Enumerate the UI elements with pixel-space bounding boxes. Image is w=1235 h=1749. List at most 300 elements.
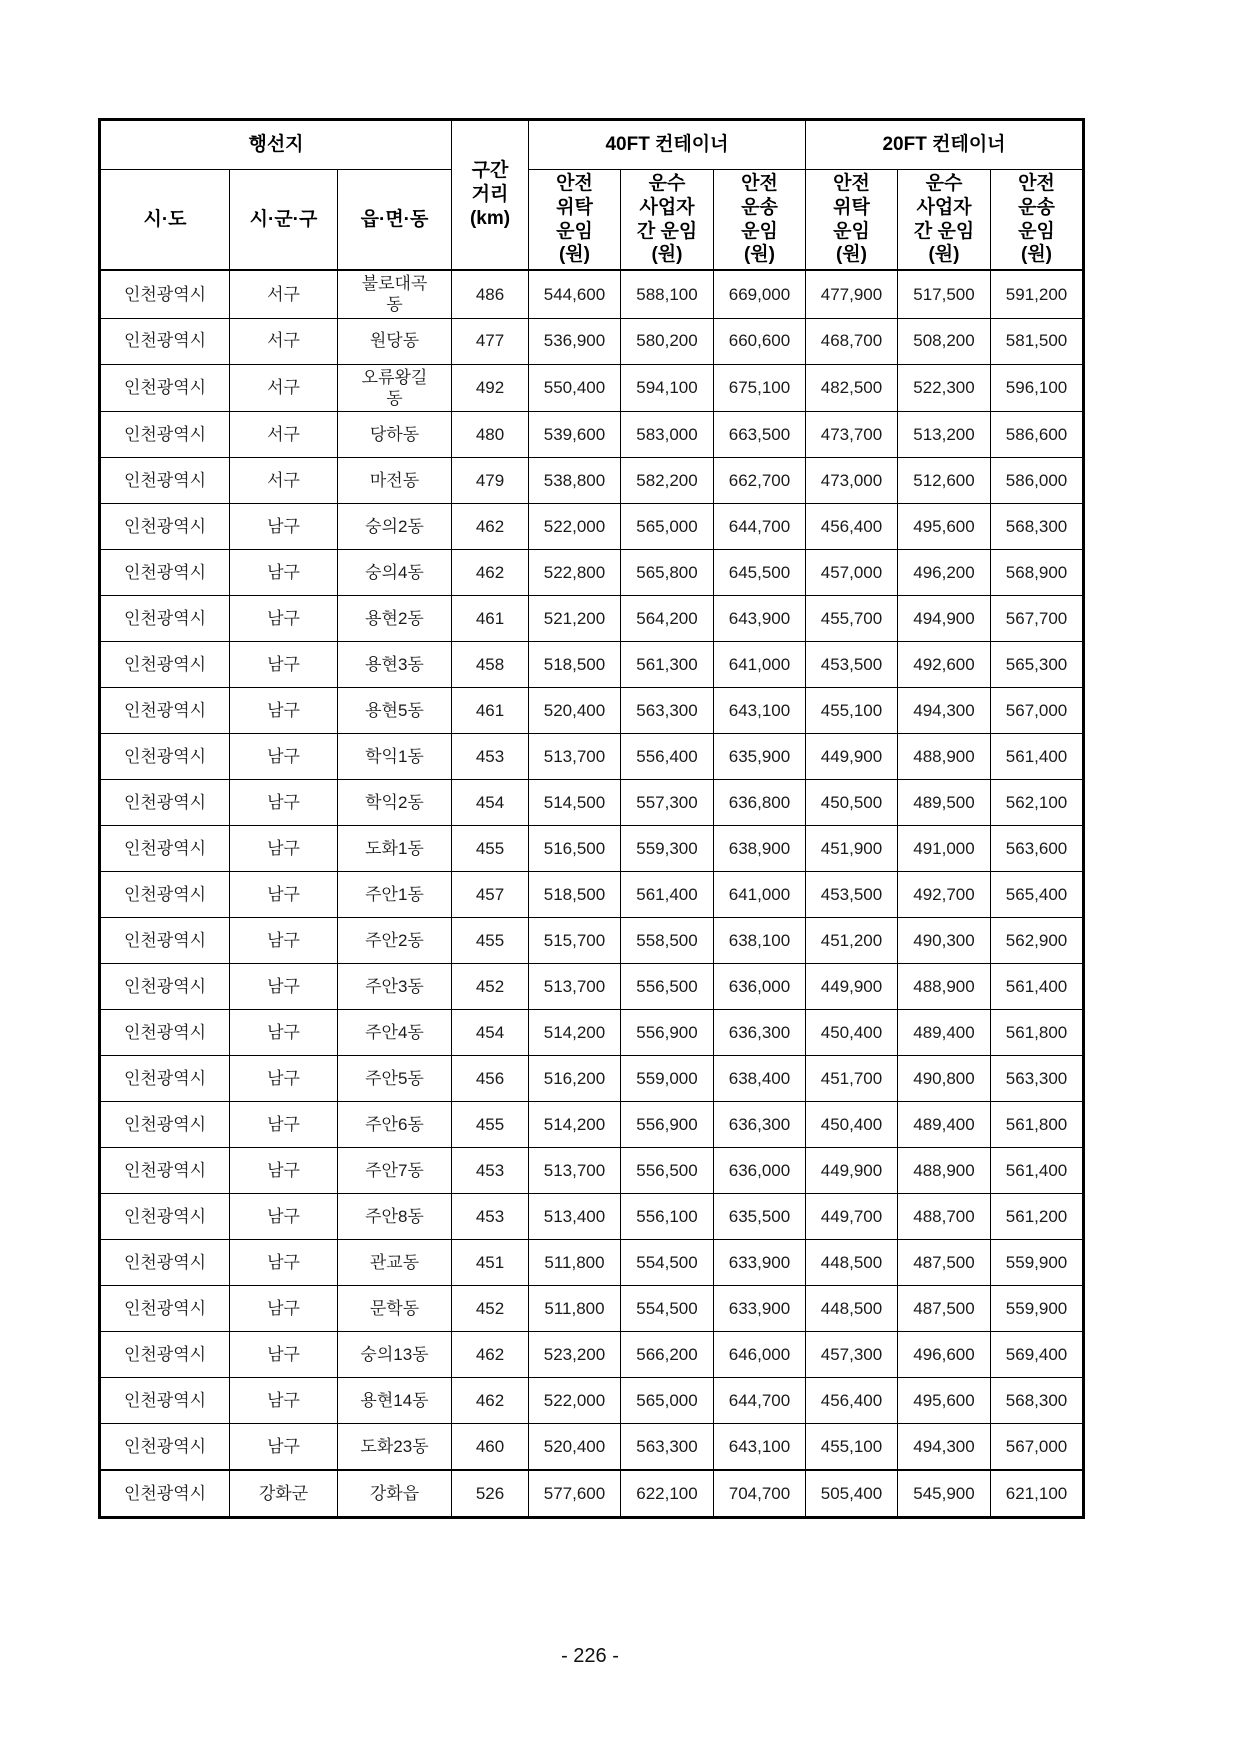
cell-eupmyeondong: 오류왕길 동 (338, 364, 452, 412)
cell-40ft-safe-transport-fare: 635,900 (714, 734, 806, 780)
cell-sido: 인천광역시 (100, 964, 230, 1010)
cell-20ft-safe-transport-fare: 561,400 (991, 734, 1084, 780)
cell-20ft-safe-transport-fare: 562,100 (991, 780, 1084, 826)
table-row (100, 918, 1084, 964)
cell-40ft-inter-carrier-fare: 556,500 (621, 964, 714, 1010)
cell-20ft-inter-carrier-fare: 494,300 (898, 1424, 991, 1471)
cell-distance-km: 455 (452, 918, 529, 964)
cell-sido: 인천광역시 (100, 1424, 230, 1471)
cell-20ft-safe-transport-fare: 586,600 (991, 412, 1084, 458)
cell-20ft-safe-transport-fare: 565,300 (991, 642, 1084, 688)
cell-sigungu: 남구 (230, 780, 338, 826)
cell-distance-km: 461 (452, 596, 529, 642)
cell-20ft-safe-consign-fare: 451,200 (806, 918, 898, 964)
cell-40ft-inter-carrier-fare: 561,300 (621, 642, 714, 688)
cell-20ft-inter-carrier-fare: 488,900 (898, 964, 991, 1010)
cell-distance-km: 454 (452, 1010, 529, 1056)
cell-20ft-safe-transport-fare: 567,000 (991, 1424, 1084, 1471)
cell-40ft-inter-carrier-fare: 556,100 (621, 1194, 714, 1240)
cell-sido: 인천광역시 (100, 1378, 230, 1424)
cell-40ft-safe-transport-fare: 638,100 (714, 918, 806, 964)
fare-table (98, 118, 1085, 1519)
cell-20ft-safe-transport-fare: 561,400 (991, 964, 1084, 1010)
table-row (100, 1240, 1084, 1286)
cell-distance-km: 526 (452, 1470, 529, 1518)
cell-sigungu: 남구 (230, 1378, 338, 1424)
cell-20ft-safe-transport-fare: 581,500 (991, 318, 1084, 364)
cell-40ft-inter-carrier-fare: 565,800 (621, 550, 714, 596)
cell-sido: 인천광역시 (100, 1470, 230, 1518)
cell-sido: 인천광역시 (100, 1102, 230, 1148)
cell-eupmyeondong: 주안3동 (338, 964, 452, 1010)
cell-20ft-safe-consign-fare: 456,400 (806, 504, 898, 550)
cell-40ft-inter-carrier-fare: 563,300 (621, 688, 714, 734)
cell-40ft-safe-transport-fare: 662,700 (714, 458, 806, 504)
cell-sido: 인천광역시 (100, 458, 230, 504)
cell-sigungu: 남구 (230, 504, 338, 550)
cell-20ft-safe-consign-fare: 451,900 (806, 826, 898, 872)
cell-40ft-safe-transport-fare: 635,500 (714, 1194, 806, 1240)
cell-distance-km: 492 (452, 364, 529, 412)
cell-sido: 인천광역시 (100, 318, 230, 364)
cell-sigungu: 남구 (230, 596, 338, 642)
cell-40ft-safe-transport-fare: 644,700 (714, 1378, 806, 1424)
cell-40ft-inter-carrier-fare: 594,100 (621, 364, 714, 412)
header-40ft-safe-transport-fare: 안전 운송 운임 (원) (714, 170, 806, 271)
table-row (100, 1148, 1084, 1194)
cell-20ft-inter-carrier-fare: 487,500 (898, 1240, 991, 1286)
cell-20ft-inter-carrier-fare: 496,600 (898, 1332, 991, 1378)
cell-sigungu: 남구 (230, 688, 338, 734)
page-number: - 226 - (561, 1645, 619, 1667)
cell-eupmyeondong: 주안8동 (338, 1194, 452, 1240)
cell-sido: 인천광역시 (100, 364, 230, 412)
cell-distance-km: 480 (452, 412, 529, 458)
cell-40ft-inter-carrier-fare: 564,200 (621, 596, 714, 642)
cell-sido: 인천광역시 (100, 270, 230, 318)
cell-40ft-inter-carrier-fare: 580,200 (621, 318, 714, 364)
cell-40ft-safe-transport-fare: 660,600 (714, 318, 806, 364)
cell-40ft-inter-carrier-fare: 557,300 (621, 780, 714, 826)
cell-distance-km: 455 (452, 1102, 529, 1148)
cell-40ft-inter-carrier-fare: 556,400 (621, 734, 714, 780)
table-row (100, 412, 1084, 458)
cell-20ft-safe-transport-fare: 596,100 (991, 364, 1084, 412)
cell-sido: 인천광역시 (100, 596, 230, 642)
cell-20ft-safe-consign-fare: 448,500 (806, 1286, 898, 1332)
cell-40ft-safe-consign-fare: 544,600 (529, 270, 621, 318)
cell-40ft-safe-consign-fare: 518,500 (529, 642, 621, 688)
table-body (100, 270, 1084, 1518)
table-row (100, 1470, 1084, 1518)
table-row (100, 318, 1084, 364)
cell-20ft-inter-carrier-fare: 517,500 (898, 270, 991, 318)
cell-eupmyeondong: 강화읍 (338, 1470, 452, 1518)
cell-40ft-safe-transport-fare: 641,000 (714, 872, 806, 918)
cell-20ft-safe-transport-fare: 591,200 (991, 270, 1084, 318)
cell-eupmyeondong: 용현5동 (338, 688, 452, 734)
cell-eupmyeondong: 원당동 (338, 318, 452, 364)
table-row (100, 1286, 1084, 1332)
table-row (100, 872, 1084, 918)
cell-40ft-safe-transport-fare: 638,900 (714, 826, 806, 872)
cell-40ft-safe-consign-fare: 516,500 (529, 826, 621, 872)
cell-distance-km: 452 (452, 964, 529, 1010)
cell-sigungu: 남구 (230, 1424, 338, 1471)
cell-sido: 인천광역시 (100, 642, 230, 688)
cell-40ft-safe-consign-fare: 577,600 (529, 1470, 621, 1518)
cell-eupmyeondong: 숭의2동 (338, 504, 452, 550)
cell-20ft-inter-carrier-fare: 488,700 (898, 1194, 991, 1240)
table-row (100, 1378, 1084, 1424)
cell-20ft-safe-consign-fare: 450,400 (806, 1102, 898, 1148)
cell-20ft-safe-consign-fare: 453,500 (806, 872, 898, 918)
cell-eupmyeondong: 용현14동 (338, 1378, 452, 1424)
cell-40ft-inter-carrier-fare: 558,500 (621, 918, 714, 964)
cell-distance-km: 486 (452, 270, 529, 318)
cell-40ft-inter-carrier-fare: 561,400 (621, 872, 714, 918)
cell-sido: 인천광역시 (100, 918, 230, 964)
table-row (100, 1010, 1084, 1056)
table-row (100, 550, 1084, 596)
cell-sido: 인천광역시 (100, 734, 230, 780)
cell-distance-km: 457 (452, 872, 529, 918)
cell-40ft-safe-consign-fare: 520,400 (529, 1424, 621, 1471)
cell-20ft-safe-consign-fare: 457,300 (806, 1332, 898, 1378)
cell-40ft-safe-consign-fare: 514,200 (529, 1010, 621, 1056)
table-row (100, 642, 1084, 688)
cell-40ft-safe-transport-fare: 645,500 (714, 550, 806, 596)
cell-20ft-safe-consign-fare: 453,500 (806, 642, 898, 688)
cell-40ft-safe-transport-fare: 643,100 (714, 688, 806, 734)
table-row (100, 1056, 1084, 1102)
cell-20ft-safe-consign-fare: 450,500 (806, 780, 898, 826)
cell-20ft-inter-carrier-fare: 512,600 (898, 458, 991, 504)
cell-20ft-safe-transport-fare: 568,300 (991, 504, 1084, 550)
cell-sigungu: 서구 (230, 364, 338, 412)
cell-20ft-inter-carrier-fare: 488,900 (898, 734, 991, 780)
cell-sigungu: 남구 (230, 1332, 338, 1378)
cell-40ft-safe-consign-fare: 520,400 (529, 688, 621, 734)
cell-20ft-inter-carrier-fare: 494,300 (898, 688, 991, 734)
cell-20ft-safe-transport-fare: 568,900 (991, 550, 1084, 596)
cell-eupmyeondong: 도화23동 (338, 1424, 452, 1471)
cell-20ft-safe-consign-fare: 455,100 (806, 1424, 898, 1471)
cell-20ft-safe-consign-fare: 451,700 (806, 1056, 898, 1102)
cell-eupmyeondong: 마전동 (338, 458, 452, 504)
cell-40ft-inter-carrier-fare: 582,200 (621, 458, 714, 504)
cell-20ft-safe-consign-fare: 449,900 (806, 734, 898, 780)
cell-20ft-safe-consign-fare: 455,700 (806, 596, 898, 642)
header-distance-km: 구간 거리 (km) (452, 120, 529, 271)
cell-distance-km: 477 (452, 318, 529, 364)
cell-eupmyeondong: 숭의13동 (338, 1332, 452, 1378)
header-40ft-safe-consign-fare: 안전 위탁 운임 (원) (529, 170, 621, 271)
cell-40ft-safe-transport-fare: 643,900 (714, 596, 806, 642)
cell-distance-km: 455 (452, 826, 529, 872)
cell-sido: 인천광역시 (100, 504, 230, 550)
cell-sido: 인천광역시 (100, 1286, 230, 1332)
cell-40ft-inter-carrier-fare: 565,000 (621, 504, 714, 550)
cell-40ft-safe-transport-fare: 636,000 (714, 964, 806, 1010)
cell-40ft-safe-consign-fare: 518,500 (529, 872, 621, 918)
cell-40ft-safe-consign-fare: 539,600 (529, 412, 621, 458)
cell-sigungu: 남구 (230, 1010, 338, 1056)
cell-sido: 인천광역시 (100, 1148, 230, 1194)
cell-20ft-safe-consign-fare: 457,000 (806, 550, 898, 596)
cell-20ft-inter-carrier-fare: 491,000 (898, 826, 991, 872)
cell-20ft-safe-consign-fare: 449,700 (806, 1194, 898, 1240)
cell-sigungu: 남구 (230, 1286, 338, 1332)
table-row (100, 504, 1084, 550)
cell-eupmyeondong: 불로대곡 동 (338, 270, 452, 318)
cell-sigungu: 서구 (230, 318, 338, 364)
cell-distance-km: 456 (452, 1056, 529, 1102)
cell-20ft-safe-consign-fare: 505,400 (806, 1470, 898, 1518)
cell-distance-km: 462 (452, 1332, 529, 1378)
cell-sigungu: 남구 (230, 872, 338, 918)
cell-sigungu: 남구 (230, 1240, 338, 1286)
cell-sido: 인천광역시 (100, 1056, 230, 1102)
table-row (100, 1102, 1084, 1148)
cell-distance-km: 462 (452, 1378, 529, 1424)
cell-40ft-safe-consign-fare: 514,200 (529, 1102, 621, 1148)
cell-eupmyeondong: 주안7동 (338, 1148, 452, 1194)
cell-40ft-safe-consign-fare: 536,900 (529, 318, 621, 364)
cell-eupmyeondong: 용현2동 (338, 596, 452, 642)
cell-20ft-safe-transport-fare: 621,100 (991, 1470, 1084, 1518)
cell-40ft-inter-carrier-fare: 559,000 (621, 1056, 714, 1102)
cell-20ft-inter-carrier-fare: 492,600 (898, 642, 991, 688)
cell-20ft-inter-carrier-fare: 496,200 (898, 550, 991, 596)
cell-sigungu: 남구 (230, 734, 338, 780)
cell-40ft-inter-carrier-fare: 566,200 (621, 1332, 714, 1378)
table-row (100, 964, 1084, 1010)
cell-20ft-safe-transport-fare: 561,200 (991, 1194, 1084, 1240)
cell-20ft-safe-consign-fare: 455,100 (806, 688, 898, 734)
cell-40ft-inter-carrier-fare: 583,000 (621, 412, 714, 458)
table-header (100, 120, 1084, 271)
cell-eupmyeondong: 문학동 (338, 1286, 452, 1332)
cell-sigungu: 강화군 (230, 1470, 338, 1518)
cell-40ft-safe-consign-fare: 516,200 (529, 1056, 621, 1102)
table-row (100, 364, 1084, 412)
cell-eupmyeondong: 주안1동 (338, 872, 452, 918)
cell-sigungu: 남구 (230, 964, 338, 1010)
cell-40ft-safe-transport-fare: 646,000 (714, 1332, 806, 1378)
cell-20ft-inter-carrier-fare: 490,800 (898, 1056, 991, 1102)
cell-40ft-safe-consign-fare: 515,700 (529, 918, 621, 964)
header-sigungu: 시·군·구 (230, 170, 338, 271)
cell-eupmyeondong: 주안4동 (338, 1010, 452, 1056)
cell-sigungu: 남구 (230, 642, 338, 688)
cell-40ft-safe-transport-fare: 675,100 (714, 364, 806, 412)
cell-20ft-inter-carrier-fare: 489,400 (898, 1102, 991, 1148)
cell-20ft-safe-consign-fare: 477,900 (806, 270, 898, 318)
cell-sido: 인천광역시 (100, 550, 230, 596)
cell-sigungu: 남구 (230, 1148, 338, 1194)
cell-eupmyeondong: 주안5동 (338, 1056, 452, 1102)
cell-40ft-safe-transport-fare: 636,000 (714, 1148, 806, 1194)
cell-sido: 인천광역시 (100, 412, 230, 458)
cell-eupmyeondong: 주안6동 (338, 1102, 452, 1148)
cell-distance-km: 452 (452, 1286, 529, 1332)
cell-sido: 인천광역시 (100, 872, 230, 918)
cell-eupmyeondong: 학익1동 (338, 734, 452, 780)
cell-sigungu: 남구 (230, 1056, 338, 1102)
cell-20ft-safe-consign-fare: 449,900 (806, 1148, 898, 1194)
cell-40ft-inter-carrier-fare: 556,500 (621, 1148, 714, 1194)
cell-20ft-inter-carrier-fare: 545,900 (898, 1470, 991, 1518)
cell-sido: 인천광역시 (100, 826, 230, 872)
cell-40ft-safe-transport-fare: 636,300 (714, 1102, 806, 1148)
cell-distance-km: 458 (452, 642, 529, 688)
header-20ft-container: 20FT 컨테이너 (806, 120, 1084, 170)
cell-20ft-inter-carrier-fare: 495,600 (898, 504, 991, 550)
table-row (100, 734, 1084, 780)
cell-eupmyeondong: 도화1동 (338, 826, 452, 872)
cell-eupmyeondong: 주안2동 (338, 918, 452, 964)
cell-sigungu: 서구 (230, 412, 338, 458)
cell-40ft-safe-consign-fare: 511,800 (529, 1286, 621, 1332)
cell-20ft-inter-carrier-fare: 489,500 (898, 780, 991, 826)
cell-20ft-safe-consign-fare: 482,500 (806, 364, 898, 412)
cell-20ft-safe-transport-fare: 568,300 (991, 1378, 1084, 1424)
cell-40ft-safe-consign-fare: 513,700 (529, 1148, 621, 1194)
cell-40ft-inter-carrier-fare: 556,900 (621, 1102, 714, 1148)
cell-20ft-safe-transport-fare: 561,800 (991, 1102, 1084, 1148)
cell-eupmyeondong: 관교동 (338, 1240, 452, 1286)
cell-sigungu: 남구 (230, 826, 338, 872)
cell-distance-km: 462 (452, 504, 529, 550)
cell-40ft-inter-carrier-fare: 622,100 (621, 1470, 714, 1518)
cell-sido: 인천광역시 (100, 1240, 230, 1286)
table-row (100, 688, 1084, 734)
cell-20ft-inter-carrier-fare: 489,400 (898, 1010, 991, 1056)
cell-40ft-inter-carrier-fare: 563,300 (621, 1424, 714, 1471)
header-20ft-safe-transport-fare: 안전 운송 운임 (원) (991, 170, 1084, 271)
cell-20ft-safe-transport-fare: 567,700 (991, 596, 1084, 642)
cell-20ft-safe-consign-fare: 473,000 (806, 458, 898, 504)
cell-40ft-safe-transport-fare: 643,100 (714, 1424, 806, 1471)
cell-20ft-safe-transport-fare: 561,400 (991, 1148, 1084, 1194)
cell-40ft-safe-transport-fare: 704,700 (714, 1470, 806, 1518)
cell-20ft-safe-transport-fare: 569,400 (991, 1332, 1084, 1378)
cell-20ft-inter-carrier-fare: 492,700 (898, 872, 991, 918)
cell-20ft-safe-consign-fare: 450,400 (806, 1010, 898, 1056)
cell-40ft-safe-consign-fare: 538,800 (529, 458, 621, 504)
table-row (100, 826, 1084, 872)
table-row (100, 596, 1084, 642)
cell-distance-km: 453 (452, 1148, 529, 1194)
cell-20ft-safe-transport-fare: 559,900 (991, 1240, 1084, 1286)
cell-20ft-safe-consign-fare: 468,700 (806, 318, 898, 364)
cell-40ft-safe-consign-fare: 514,500 (529, 780, 621, 826)
cell-40ft-safe-consign-fare: 523,200 (529, 1332, 621, 1378)
cell-eupmyeondong: 당하동 (338, 412, 452, 458)
table-row (100, 270, 1084, 318)
cell-40ft-inter-carrier-fare: 554,500 (621, 1240, 714, 1286)
cell-20ft-safe-transport-fare: 586,000 (991, 458, 1084, 504)
header-40ft-inter-carrier-fare: 운수 사업자 간 운임 (원) (621, 170, 714, 271)
cell-20ft-safe-consign-fare: 449,900 (806, 964, 898, 1010)
cell-40ft-safe-consign-fare: 513,700 (529, 964, 621, 1010)
cell-20ft-safe-transport-fare: 559,900 (991, 1286, 1084, 1332)
header-20ft-inter-carrier-fare: 운수 사업자 간 운임 (원) (898, 170, 991, 271)
cell-40ft-safe-transport-fare: 644,700 (714, 504, 806, 550)
table-row (100, 780, 1084, 826)
cell-40ft-safe-transport-fare: 633,900 (714, 1240, 806, 1286)
cell-40ft-inter-carrier-fare: 559,300 (621, 826, 714, 872)
cell-distance-km: 461 (452, 688, 529, 734)
cell-40ft-safe-consign-fare: 511,800 (529, 1240, 621, 1286)
cell-20ft-inter-carrier-fare: 513,200 (898, 412, 991, 458)
cell-20ft-safe-transport-fare: 563,600 (991, 826, 1084, 872)
cell-sigungu: 서구 (230, 270, 338, 318)
cell-eupmyeondong: 용현3동 (338, 642, 452, 688)
cell-40ft-inter-carrier-fare: 565,000 (621, 1378, 714, 1424)
cell-40ft-safe-consign-fare: 513,400 (529, 1194, 621, 1240)
cell-40ft-safe-transport-fare: 636,300 (714, 1010, 806, 1056)
cell-distance-km: 451 (452, 1240, 529, 1286)
table-row (100, 458, 1084, 504)
cell-40ft-safe-consign-fare: 550,400 (529, 364, 621, 412)
cell-20ft-safe-transport-fare: 565,400 (991, 872, 1084, 918)
cell-40ft-inter-carrier-fare: 554,500 (621, 1286, 714, 1332)
cell-distance-km: 454 (452, 780, 529, 826)
cell-20ft-inter-carrier-fare: 495,600 (898, 1378, 991, 1424)
cell-40ft-inter-carrier-fare: 588,100 (621, 270, 714, 318)
cell-20ft-safe-consign-fare: 473,700 (806, 412, 898, 458)
cell-20ft-safe-transport-fare: 563,300 (991, 1056, 1084, 1102)
table-row (100, 1424, 1084, 1471)
header-sido: 시·도 (100, 170, 230, 271)
cell-20ft-inter-carrier-fare: 490,300 (898, 918, 991, 964)
cell-eupmyeondong: 학익2동 (338, 780, 452, 826)
cell-20ft-inter-carrier-fare: 522,300 (898, 364, 991, 412)
cell-sido: 인천광역시 (100, 1332, 230, 1378)
cell-20ft-safe-consign-fare: 456,400 (806, 1378, 898, 1424)
table-row (100, 1332, 1084, 1378)
cell-40ft-safe-transport-fare: 633,900 (714, 1286, 806, 1332)
cell-sido: 인천광역시 (100, 1010, 230, 1056)
table-row (100, 1194, 1084, 1240)
cell-eupmyeondong: 숭의4동 (338, 550, 452, 596)
cell-20ft-safe-consign-fare: 448,500 (806, 1240, 898, 1286)
cell-20ft-safe-transport-fare: 562,900 (991, 918, 1084, 964)
cell-distance-km: 453 (452, 734, 529, 780)
cell-20ft-safe-transport-fare: 567,000 (991, 688, 1084, 734)
cell-sido: 인천광역시 (100, 780, 230, 826)
cell-sigungu: 남구 (230, 918, 338, 964)
cell-distance-km: 460 (452, 1424, 529, 1471)
cell-40ft-safe-consign-fare: 513,700 (529, 734, 621, 780)
cell-sigungu: 남구 (230, 1194, 338, 1240)
cell-sido: 인천광역시 (100, 688, 230, 734)
cell-40ft-safe-transport-fare: 663,500 (714, 412, 806, 458)
cell-40ft-safe-consign-fare: 522,800 (529, 550, 621, 596)
cell-40ft-inter-carrier-fare: 556,900 (621, 1010, 714, 1056)
cell-20ft-inter-carrier-fare: 508,200 (898, 318, 991, 364)
cell-sigungu: 남구 (230, 550, 338, 596)
cell-40ft-safe-consign-fare: 522,000 (529, 504, 621, 550)
cell-20ft-inter-carrier-fare: 488,900 (898, 1148, 991, 1194)
cell-distance-km: 479 (452, 458, 529, 504)
cell-40ft-safe-transport-fare: 641,000 (714, 642, 806, 688)
cell-sigungu: 남구 (230, 1102, 338, 1148)
cell-sigungu: 서구 (230, 458, 338, 504)
cell-sido: 인천광역시 (100, 1194, 230, 1240)
